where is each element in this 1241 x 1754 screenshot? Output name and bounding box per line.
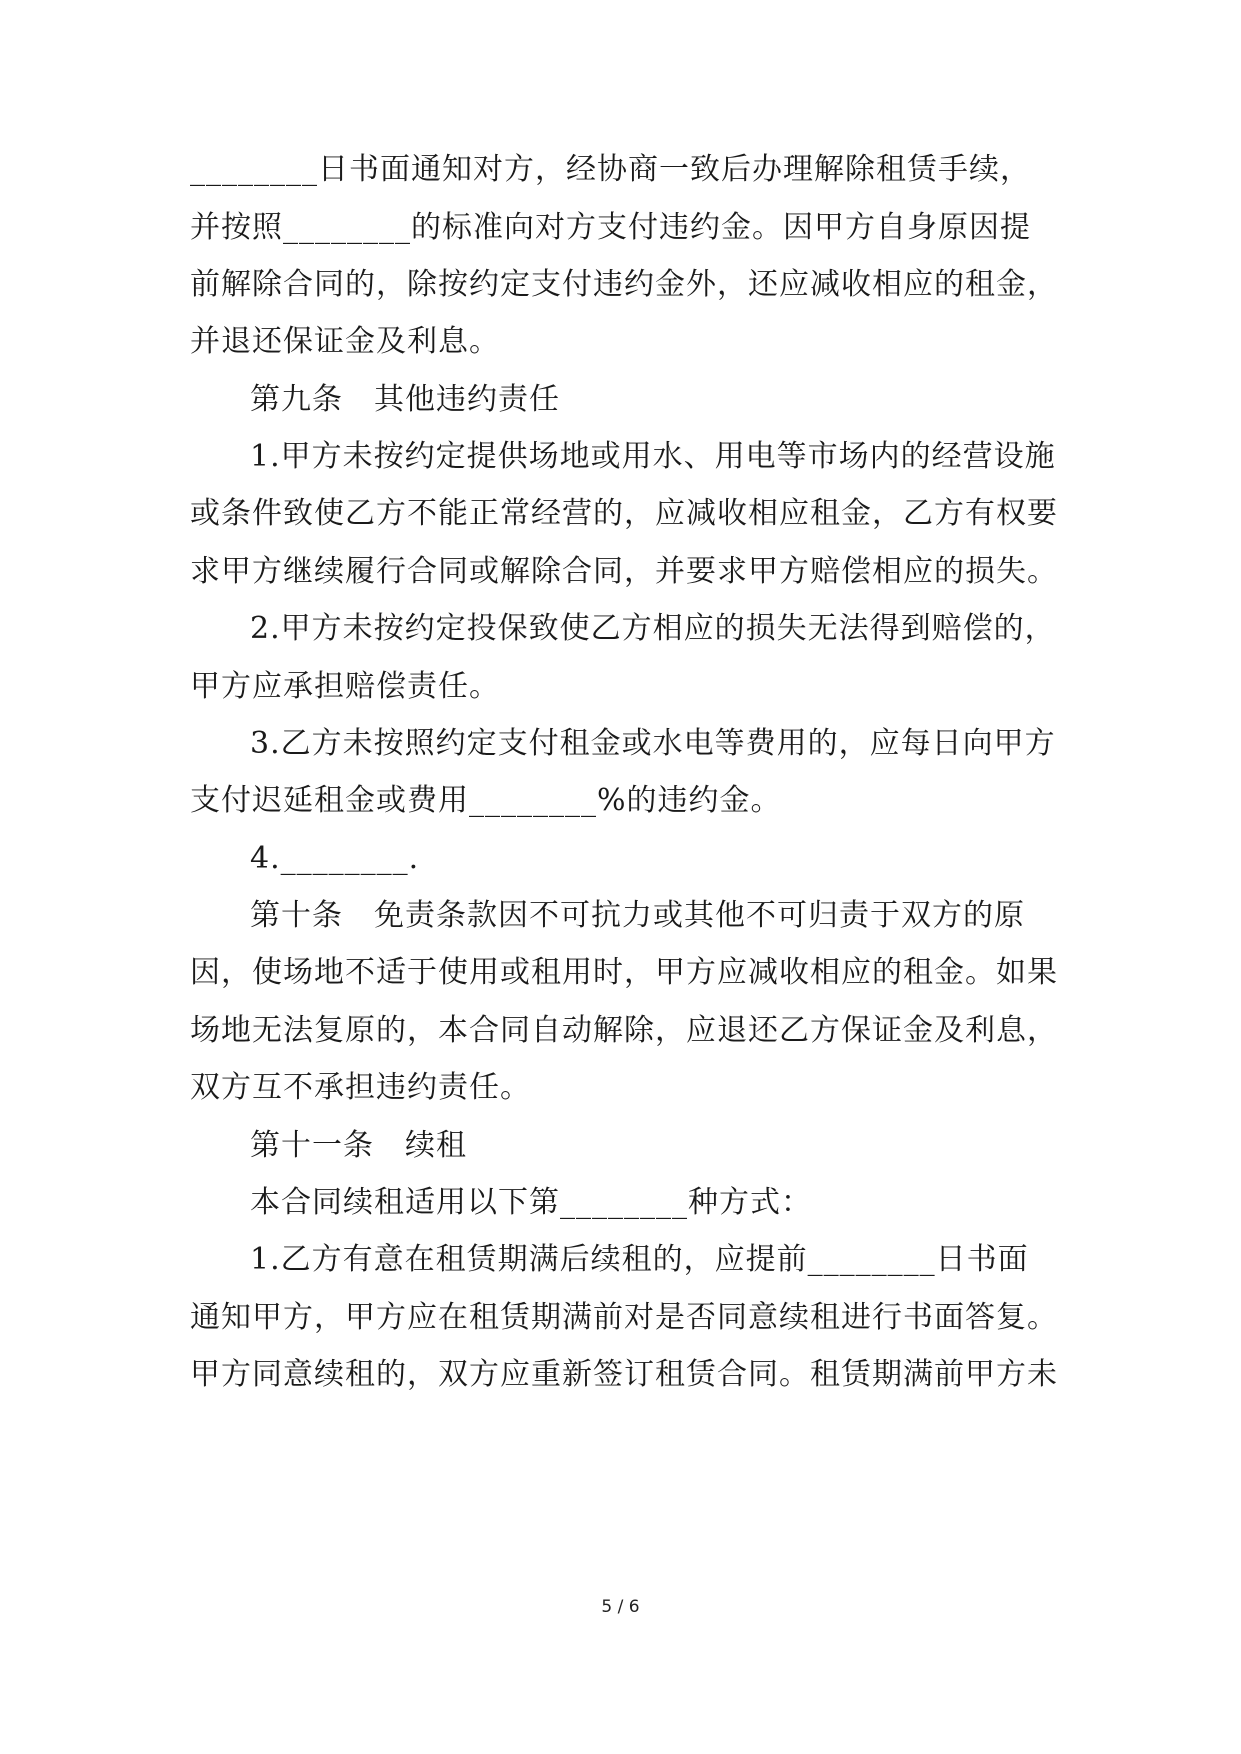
section-heading: 第十条 免责条款因不可抗力或其他不可归责于双方的原 <box>250 898 1025 933</box>
text-line: 2.甲方未按约定投保致使乙方相应的损失无法得到赔偿的， <box>250 611 1056 646</box>
text-line: 场地无法复原的，本合同自动解除，应退还乙方保证金及利息， <box>190 1013 1058 1048</box>
text-line: 本合同续租适用以下第________种方式： <box>250 1185 812 1220</box>
text-line: 求甲方继续履行合同或解除合同，并要求甲方赔偿相应的损失。 <box>190 554 1058 589</box>
text-line: 3.乙方未按照约定支付租金或水电等费用的，应每日向甲方 <box>250 726 1056 761</box>
text-line: 或条件致使乙方不能正常经营的，应减收相应租金，乙方有权要 <box>190 496 1058 531</box>
text-line: 支付迟延租金或费用________%的违约金。 <box>190 783 782 818</box>
text-line: ________日书面通知对方，经协商一致后办理解除租赁手续， <box>190 152 1031 187</box>
text-line: 前解除合同的，除按约定支付违约金外，还应减收相应的租金， <box>190 267 1058 302</box>
section-heading: 第九条 其他违约责任 <box>250 382 560 417</box>
text-line: 通知甲方，甲方应在租赁期满前对是否同意续租进行书面答复。 <box>190 1300 1058 1335</box>
text-line: 因，使场地不适于使用或租用时，甲方应减收相应的租金。如果 <box>190 955 1058 990</box>
text-line: 并退还保证金及利息。 <box>190 324 500 359</box>
text-line: 4.________. <box>250 841 420 876</box>
text-line: 甲方应承担赔偿责任。 <box>190 669 500 704</box>
text-line: 1.甲方未按约定提供场地或用水、用电等市场内的经营设施 <box>250 439 1056 474</box>
text-line: 并按照________的标准向对方支付违约金。因甲方自身原因提 <box>190 210 1031 245</box>
text-line: 1.乙方有意在租赁期满后续租的，应提前________日书面 <box>250 1242 1029 1277</box>
section-heading: 第十一条 续租 <box>250 1128 467 1163</box>
text-line: 双方互不承担违约责任。 <box>190 1070 531 1105</box>
text-line: 甲方同意续租的，双方应重新签订租赁合同。租赁期满前甲方未 <box>190 1357 1058 1392</box>
page-number: 5 / 6 <box>601 1597 640 1617</box>
